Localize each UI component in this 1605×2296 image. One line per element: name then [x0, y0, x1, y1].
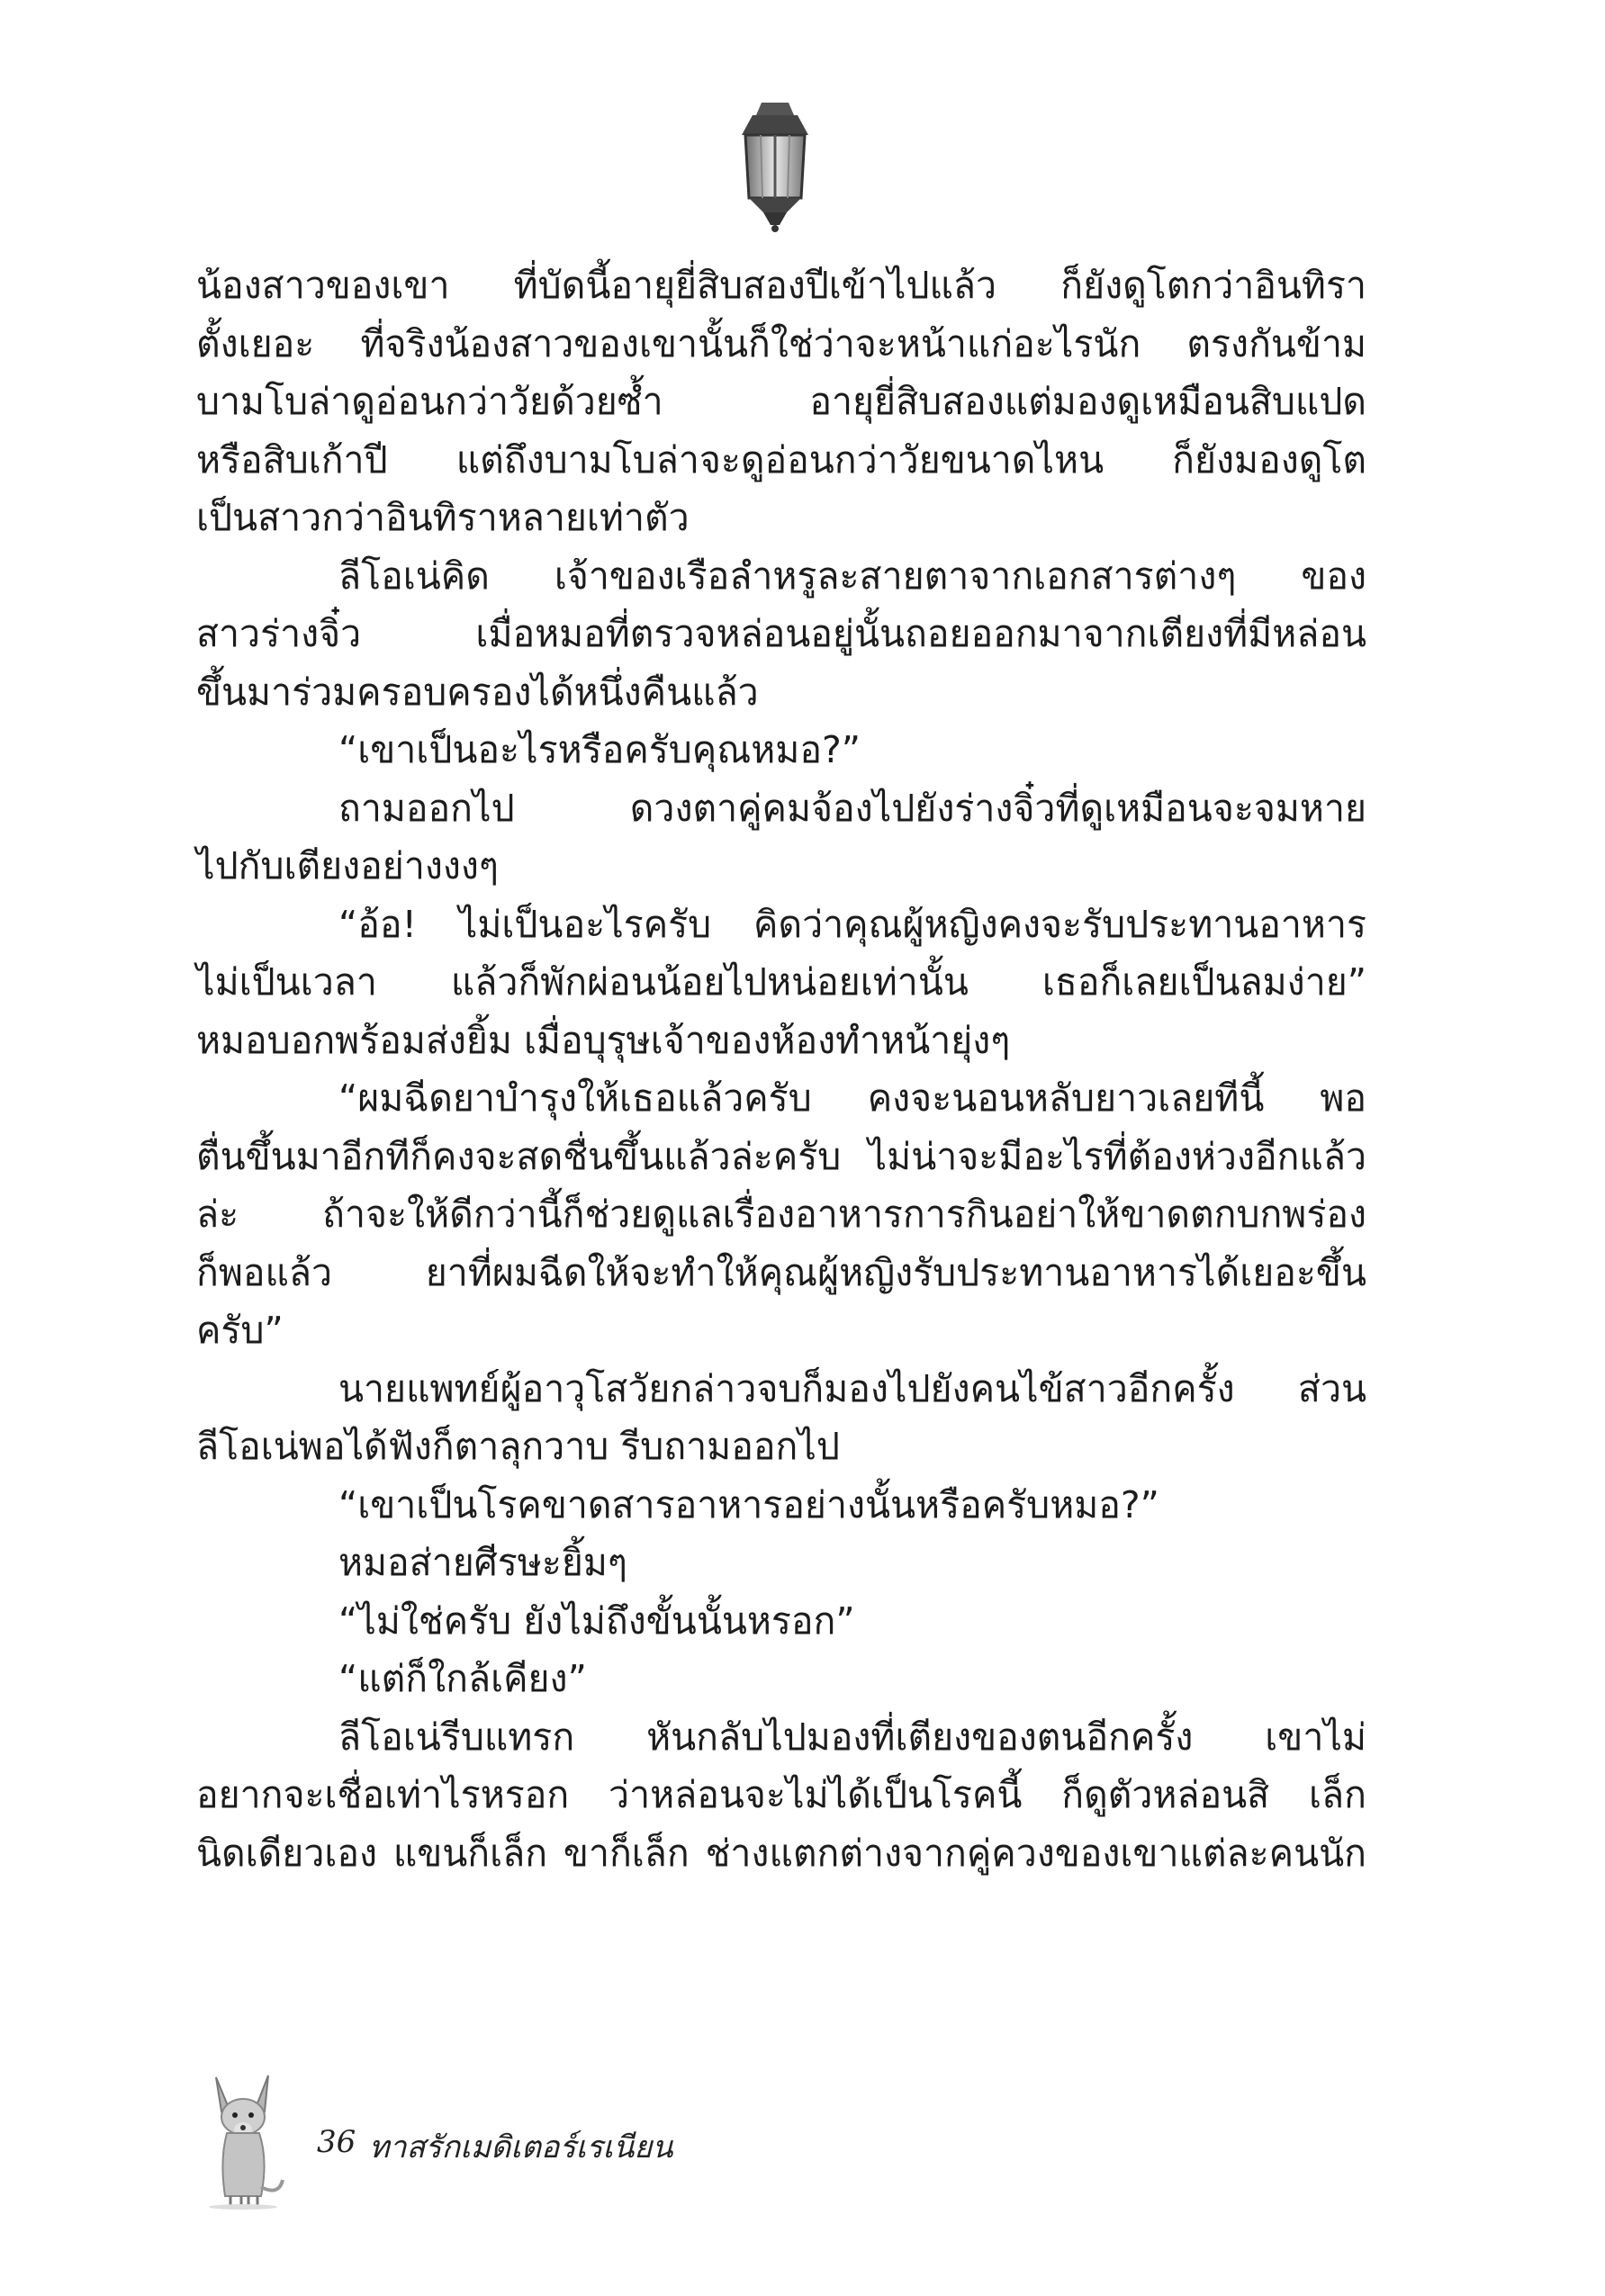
lantern-icon [736, 97, 814, 232]
paragraph-line: ตื่นขึ้นมาอีกทีก็คงจะสดชื่นขึ้นแล้วล่ะครับ ไม่น่าจะมีอะไรที่ต้องห่วงอีกแล้ว [196, 1134, 1366, 1178]
paragraph-line: ลีโอเน่พอได้ฟังก็ตาลุกวาบ รีบถามออกไป [196, 1425, 840, 1468]
paragraph-line: เป็นสาวกว่าอินทิราหลายเท่าตัว [196, 496, 690, 539]
dialogue-line: “เขาเป็นโรคขาดสารอาหารอย่างนั้นหรือครับหมอ?” [338, 1482, 1159, 1526]
paragraph-line: ล่ะ ถ้าจะให้ดีกว่านี้ก็ช่วยดูแลเรื่องอาหารการกินอย่าให้ขาดตกบกพร่อง [196, 1193, 1366, 1236]
page-footer [189, 2061, 819, 2214]
paragraph-line: ถามออกไป ดวงตาคู่คมจ้องไปยังร่างจิ๋วที่ดูเหมือนจะจมหาย [338, 786, 1366, 830]
paragraph-line: สาวร่างจิ๋ว เมื่อหมอที่ตรวจหล่อนอยู่นั้นถอยออกมาจากเตียงที่มีหล่อน [196, 612, 1366, 655]
page-number: 36 [317, 2124, 356, 2160]
paragraph-line: หรือสิบเก้าปี แต่ถึงบามโบล่าจะดูอ่อนกว่าวัยขนาดไหน ก็ยังมองดูโต [196, 437, 1366, 482]
paragraph-line: ไปกับเตียงอย่างงงๆ [196, 844, 499, 887]
paragraph-line: นายแพทย์ผู้อาวุโสวัยกล่าวจบก็มองไปยังคนไข้สาวอีกครั้ง ส่วน [338, 1366, 1366, 1410]
dialogue-line: “เขาเป็นอะไรหรือครับคุณหมอ?” [338, 728, 861, 771]
paragraph-line: หมอส่ายศีรษะยิ้มๆ [338, 1541, 627, 1584]
book-title: ทาสรักเมดิเตอร์เรเนียน [369, 2129, 673, 2165]
paragraph-line: ขึ้นมาร่วมครอบครองได้หนึ่งคืนแล้ว [196, 670, 759, 714]
paragraph-line: ตั้งเยอะ ที่จริงน้องสาวของเขานั้นก็ใช่ว่าจะหน้าแก่อะไรนัก ตรงกันข้าม [196, 321, 1366, 365]
dialogue-line: “แต่ก็ใกล้เคียง” [338, 1657, 587, 1700]
dialogue-line: “ไม่ใช่ครับ ยังไม่ถึงขั้นนั้นหรอก” [338, 1598, 855, 1643]
paragraph-line: ไม่เป็นเวลา แล้วก็พักผ่อนน้อยไปหน่อยเท่านั้น เธอก็เลยเป็นลมง่าย” [196, 960, 1366, 1004]
paragraph-line: หมอบอกพร้อมส่งยิ้ม เมื่อบุรุษเจ้าของห้องทำหน้ายุ่งๆ [196, 1018, 1011, 1062]
paragraph-line: นิดเดียวเอง แขนก็เล็ก ขาก็เล็ก ช่างแตกต่างจากคู่ควงของเขาแต่ละคนนัก [196, 1831, 1366, 1875]
dialogue-line: “ผมฉีดยาบำรุงให้เธอแล้วครับ คงจะนอนหลับยาวเลยทีนี้ พอ [338, 1076, 1366, 1120]
paragraph-line: บามโบล่าดูอ่อนกว่าวัยด้วยซ้ำ อายุยี่สิบสองแต่มองดูเหมือนสิบแปด [196, 380, 1366, 423]
dialogue-line: “อ้อ! ไม่เป็นอะไรครับ คิดว่าคุณผู้หญิงคงจะรับประทานอาหาร [338, 902, 1366, 946]
paragraph-line: ลีโอเน่รีบแทรก หันกลับไปมองที่เตียงของตนอีกครั้ง เขาไม่ [338, 1715, 1366, 1759]
paragraph-line: น้องสาวของเขา ที่บัดนี้อายุยี่สิบสองปีเข้าไปแล้ว ก็ยังดูโตกว่าอินทิรา [196, 264, 1366, 307]
paragraph-line: ครับ” [196, 1309, 284, 1352]
chihuahua-dog-icon [189, 2061, 297, 2210]
body-text [196, 257, 1366, 1882]
paragraph-line: ลีโอเน่คิด เจ้าของเรือลำหรูละสายตาจากเอกสารต่างๆ ของ [338, 554, 1366, 598]
paragraph-line: ก็พอแล้ว ยาที่ผมฉีดให้จะทำให้คุณผู้หญิงรับประทานอาหารได้เยอะขึ้น [196, 1250, 1366, 1294]
paragraph-line: อยากจะเชื่อเท่าไรหรอก ว่าหล่อนจะไม่ได้เป็นโรคนี้ ก็ดูตัวหล่อนสิ เล็ก [196, 1773, 1366, 1816]
